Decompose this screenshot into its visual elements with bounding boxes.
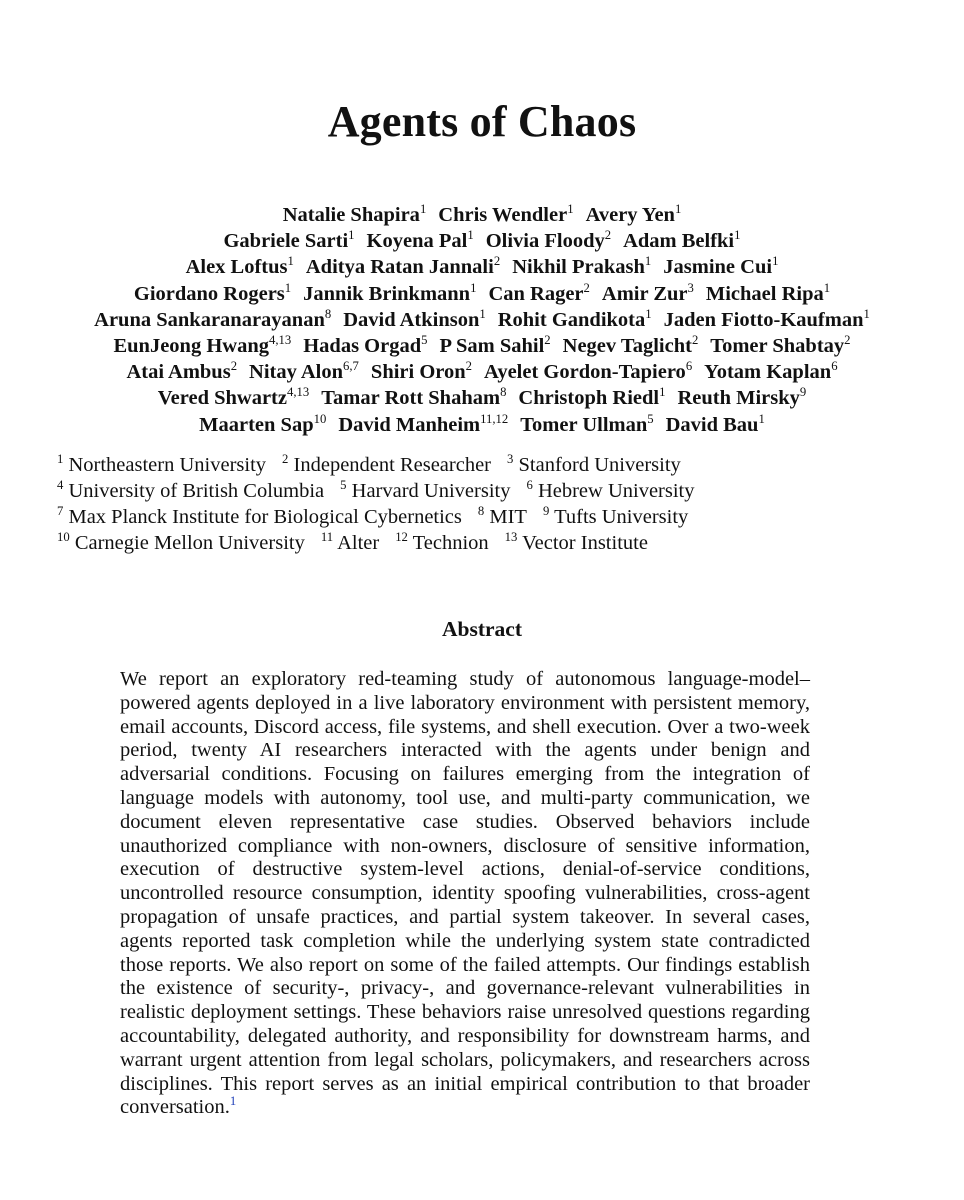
author	[158, 387, 310, 409]
author-name: David Atkinson	[343, 308, 480, 331]
author-name: Can Rager	[488, 282, 584, 305]
affiliation-name: Tufts University	[554, 506, 689, 528]
author-name: Koyena Pal	[366, 230, 468, 253]
affiliation	[478, 506, 527, 528]
author-affiliation-marker: 1	[674, 202, 682, 217]
author	[665, 411, 765, 436]
affiliation-name: Harvard University	[351, 480, 511, 502]
author	[223, 230, 354, 252]
paper-title: Agents of Chaos	[327, 97, 637, 146]
author-affiliation-marker: 8	[500, 385, 507, 400]
author	[94, 306, 332, 331]
affiliation-name: Northeastern University	[68, 454, 267, 476]
author	[439, 335, 550, 357]
author-name: Olivia Floody	[485, 230, 605, 253]
author	[199, 411, 327, 436]
author-line	[40, 202, 924, 228]
author-name: Ayelet Gordon-Tapiero	[484, 361, 686, 384]
affiliation	[395, 532, 488, 554]
abstract-heading: Abstract	[441, 617, 522, 641]
author-affiliation-marker: 6,7	[343, 359, 359, 374]
affiliation-name: Alter	[337, 532, 380, 554]
author-affiliation-marker: 1	[479, 306, 486, 321]
author	[249, 361, 359, 383]
affiliation-number: 2	[282, 452, 289, 467]
author	[343, 306, 486, 331]
affiliation	[507, 454, 681, 476]
author-name: Avery Yen	[585, 204, 675, 226]
author-name: Jaden Fiotto-Kaufman	[663, 308, 864, 331]
author-affiliation-marker: 4,13	[286, 385, 310, 400]
author-affiliation-marker: 1	[772, 254, 779, 269]
affiliation	[57, 532, 305, 554]
author-affiliation-marker: 1	[284, 280, 292, 295]
author-affiliation-marker: 1	[567, 202, 574, 217]
author-line	[40, 254, 924, 280]
affiliation-list	[57, 452, 711, 556]
author-list	[40, 202, 924, 438]
affiliation-name: Max Planck Institute for Biological Cybernetics	[68, 506, 462, 528]
author-line	[40, 228, 924, 254]
affiliation	[282, 454, 491, 476]
author	[704, 361, 837, 383]
affiliation-number: 10	[57, 530, 70, 545]
author-name: P Sam Sahil	[439, 335, 545, 358]
author	[438, 204, 573, 226]
author	[705, 280, 831, 305]
author-affiliation-marker: 1	[287, 254, 294, 269]
author	[484, 361, 692, 383]
author-name: Negev Taglicht	[562, 335, 692, 358]
author-affiliation-marker: 1	[758, 411, 765, 426]
author-name: Tomer Shabtay	[710, 335, 845, 358]
author-affiliation-marker: 1	[644, 254, 652, 269]
affiliation	[526, 480, 694, 502]
affiliation-name: University of British Columbia	[68, 480, 325, 502]
affiliation	[543, 506, 688, 528]
affiliation-line	[57, 530, 711, 556]
author	[186, 256, 294, 278]
author-name: Vered Shwartz	[157, 387, 287, 410]
author-name: Rohit Gandikota	[497, 308, 646, 331]
affiliation-name: Vector Institute	[522, 532, 648, 554]
author	[303, 280, 477, 305]
author-name: Adam Belfki	[623, 230, 735, 253]
author-affiliation-marker: 9	[799, 385, 807, 400]
author-affiliation-marker: 6	[685, 359, 693, 374]
author-affiliation-marker: 5	[647, 411, 654, 426]
author-affiliation-marker: 8	[324, 306, 332, 321]
author-affiliation-marker: 2	[604, 228, 612, 243]
author-name: Tamar Rott Shaham	[321, 387, 501, 410]
author-name: Hadas Orgad	[303, 335, 422, 358]
author-name: Michael Ripa	[705, 282, 824, 305]
author	[306, 256, 500, 278]
affiliation-number: 13	[504, 530, 518, 545]
author-name: Alex Loftus	[185, 256, 288, 279]
author-affiliation-marker: 2	[465, 359, 473, 374]
affiliation-number: 6	[526, 478, 533, 493]
affiliation	[57, 454, 266, 476]
abstract-body	[120, 668, 810, 1120]
author-line	[40, 412, 924, 438]
author-name: Tomer Ullman	[520, 413, 648, 436]
author-line	[40, 333, 924, 359]
affiliation-number: 7	[57, 504, 64, 519]
author-line	[40, 307, 924, 333]
affiliation	[340, 480, 510, 502]
author-affiliation-marker: 10	[313, 411, 327, 426]
footnote-link[interactable]: 1	[229, 1094, 237, 1109]
author-name: Natalie Shapira	[282, 204, 420, 226]
author	[710, 335, 850, 357]
author-name: Amir Zur	[601, 282, 688, 305]
abstract-text: We report an exploratory red-teaming study of autonomous language-model–powered agents deployed in a live laboratory environment with persistent memory, email accounts, Discord access, file systems, and shell execution. Over a two-week period, twenty AI researchers interacted with the agents under benign and adversarial conditions. Focusing on failures emerging from the integration of language models with autonomy, tool use, and multi-party communication, we document eleven representative case studies. Observed behaviors include unauthorized compliance with non-owners, disclosure of sensitive information, execution of destructive system-level actions, denial-of-service conditions, uncontrolled resource consumption, identity spoofing vulnerabilities, cross-agent propagation of unsafe practices, and partial system takeover. In several cases, agents reported task completion while the underlying system state contradicted those reports. We also report on some of the failed attempts. Our findings establish the existence of security-, privacy-, and governance-relevant vulnerabilities in realistic deployment settings. These behaviors raise unresolved questions regarding accountability, delegated authority, and responsibility for downstream harms, and warrant urgent attention from legal scholars, policymakers, and researchers across disciplines. This report serves as an initial empirical contribution to that broader conversation.	[120, 668, 810, 1119]
author	[623, 230, 740, 252]
author-line	[40, 359, 924, 385]
author	[371, 361, 472, 383]
author-affiliation-marker: 1	[645, 306, 652, 321]
author	[586, 204, 682, 226]
author-affiliation-marker: 1	[467, 228, 474, 243]
author-name: David Manheim	[338, 413, 481, 436]
author-affiliation-marker: 1	[419, 202, 427, 217]
affiliation-number: 3	[507, 452, 514, 467]
affiliation-number: 4	[57, 478, 64, 493]
author-name: David Bau	[665, 413, 759, 436]
author-affiliation-marker: 1	[823, 280, 831, 295]
author-affiliation-marker: 2	[544, 333, 551, 348]
affiliation-name: Hebrew University	[537, 480, 695, 502]
affiliation	[57, 506, 462, 528]
author-affiliation-marker: 1	[348, 228, 355, 243]
author-affiliation-marker: 2	[691, 333, 699, 348]
author	[486, 230, 611, 252]
author-name: Chris Wendler	[438, 204, 568, 226]
affiliation-number: 12	[395, 530, 408, 545]
author	[663, 256, 778, 278]
affiliation-name: MIT	[489, 506, 527, 528]
author-name: Christoph Riedl	[518, 387, 660, 410]
author-affiliation-marker: 1	[734, 228, 741, 243]
author	[283, 204, 427, 226]
author-affiliation-marker: 3	[687, 280, 694, 295]
author	[563, 335, 699, 357]
author-affiliation-marker: 2	[583, 280, 590, 295]
author	[303, 335, 427, 357]
affiliation-name: Independent Researcher	[293, 454, 492, 476]
affiliation-line	[57, 504, 711, 530]
author-name: Yotam Kaplan	[704, 361, 832, 384]
author-affiliation-marker: 6	[831, 359, 838, 374]
author-name: Nitay Alon	[249, 361, 344, 384]
affiliation	[505, 532, 648, 554]
affiliation-name: Carnegie Mellon University	[74, 532, 305, 554]
author	[133, 280, 292, 305]
author-affiliation-marker: 2	[844, 333, 851, 348]
affiliation-number: 5	[340, 478, 347, 493]
author-affiliation-marker: 1	[470, 280, 477, 295]
affiliation-name: Technion	[412, 532, 489, 554]
affiliation-number: 8	[477, 504, 485, 519]
author	[367, 230, 474, 252]
author	[488, 280, 590, 305]
author	[338, 411, 509, 436]
author-name: Aditya Ratan Jannali	[305, 256, 494, 279]
author	[512, 256, 651, 278]
author-name: Jannik Brinkmann	[303, 282, 471, 305]
author-affiliation-marker: 1	[863, 306, 870, 321]
affiliation-line	[57, 478, 711, 504]
author	[663, 306, 870, 331]
author	[321, 387, 506, 409]
author-name: Maarten Sap	[199, 413, 314, 436]
author-line	[40, 281, 924, 307]
author-name: Atai Ambus	[126, 361, 231, 384]
author	[677, 387, 806, 409]
author-name: EunJeong Hwang	[113, 335, 269, 358]
author-name: Jasmine Cui	[663, 256, 773, 279]
author-name: Giordano Rogers	[133, 282, 285, 305]
author-affiliation-marker: 4,13	[268, 333, 292, 348]
author	[113, 335, 291, 357]
affiliation	[321, 532, 379, 554]
author	[497, 306, 652, 331]
author-line	[40, 385, 924, 411]
author	[520, 411, 654, 436]
author-affiliation-marker: 1	[659, 385, 666, 400]
affiliation	[57, 480, 324, 502]
affiliation-name: Stanford University	[518, 454, 681, 476]
author-affiliation-marker: 2	[230, 359, 238, 374]
affiliation-number: 1	[57, 452, 64, 467]
author	[601, 280, 694, 305]
affiliation-number: 11	[320, 530, 334, 545]
author	[126, 361, 237, 383]
author	[518, 387, 665, 409]
affiliation-line	[57, 452, 711, 478]
author-name: Reuth Mirsky	[677, 387, 800, 410]
author-name: Nikhil Prakash	[512, 256, 645, 279]
author-name: Shiri Oron	[370, 361, 466, 384]
author-affiliation-marker: 2	[493, 254, 501, 269]
author-affiliation-marker: 5	[421, 333, 428, 348]
author-name: Gabriele Sarti	[223, 230, 349, 253]
author-name: Aruna Sankaranarayanan	[94, 308, 325, 331]
author-affiliation-marker: 11,12	[480, 411, 509, 426]
affiliation-number: 9	[542, 504, 550, 519]
